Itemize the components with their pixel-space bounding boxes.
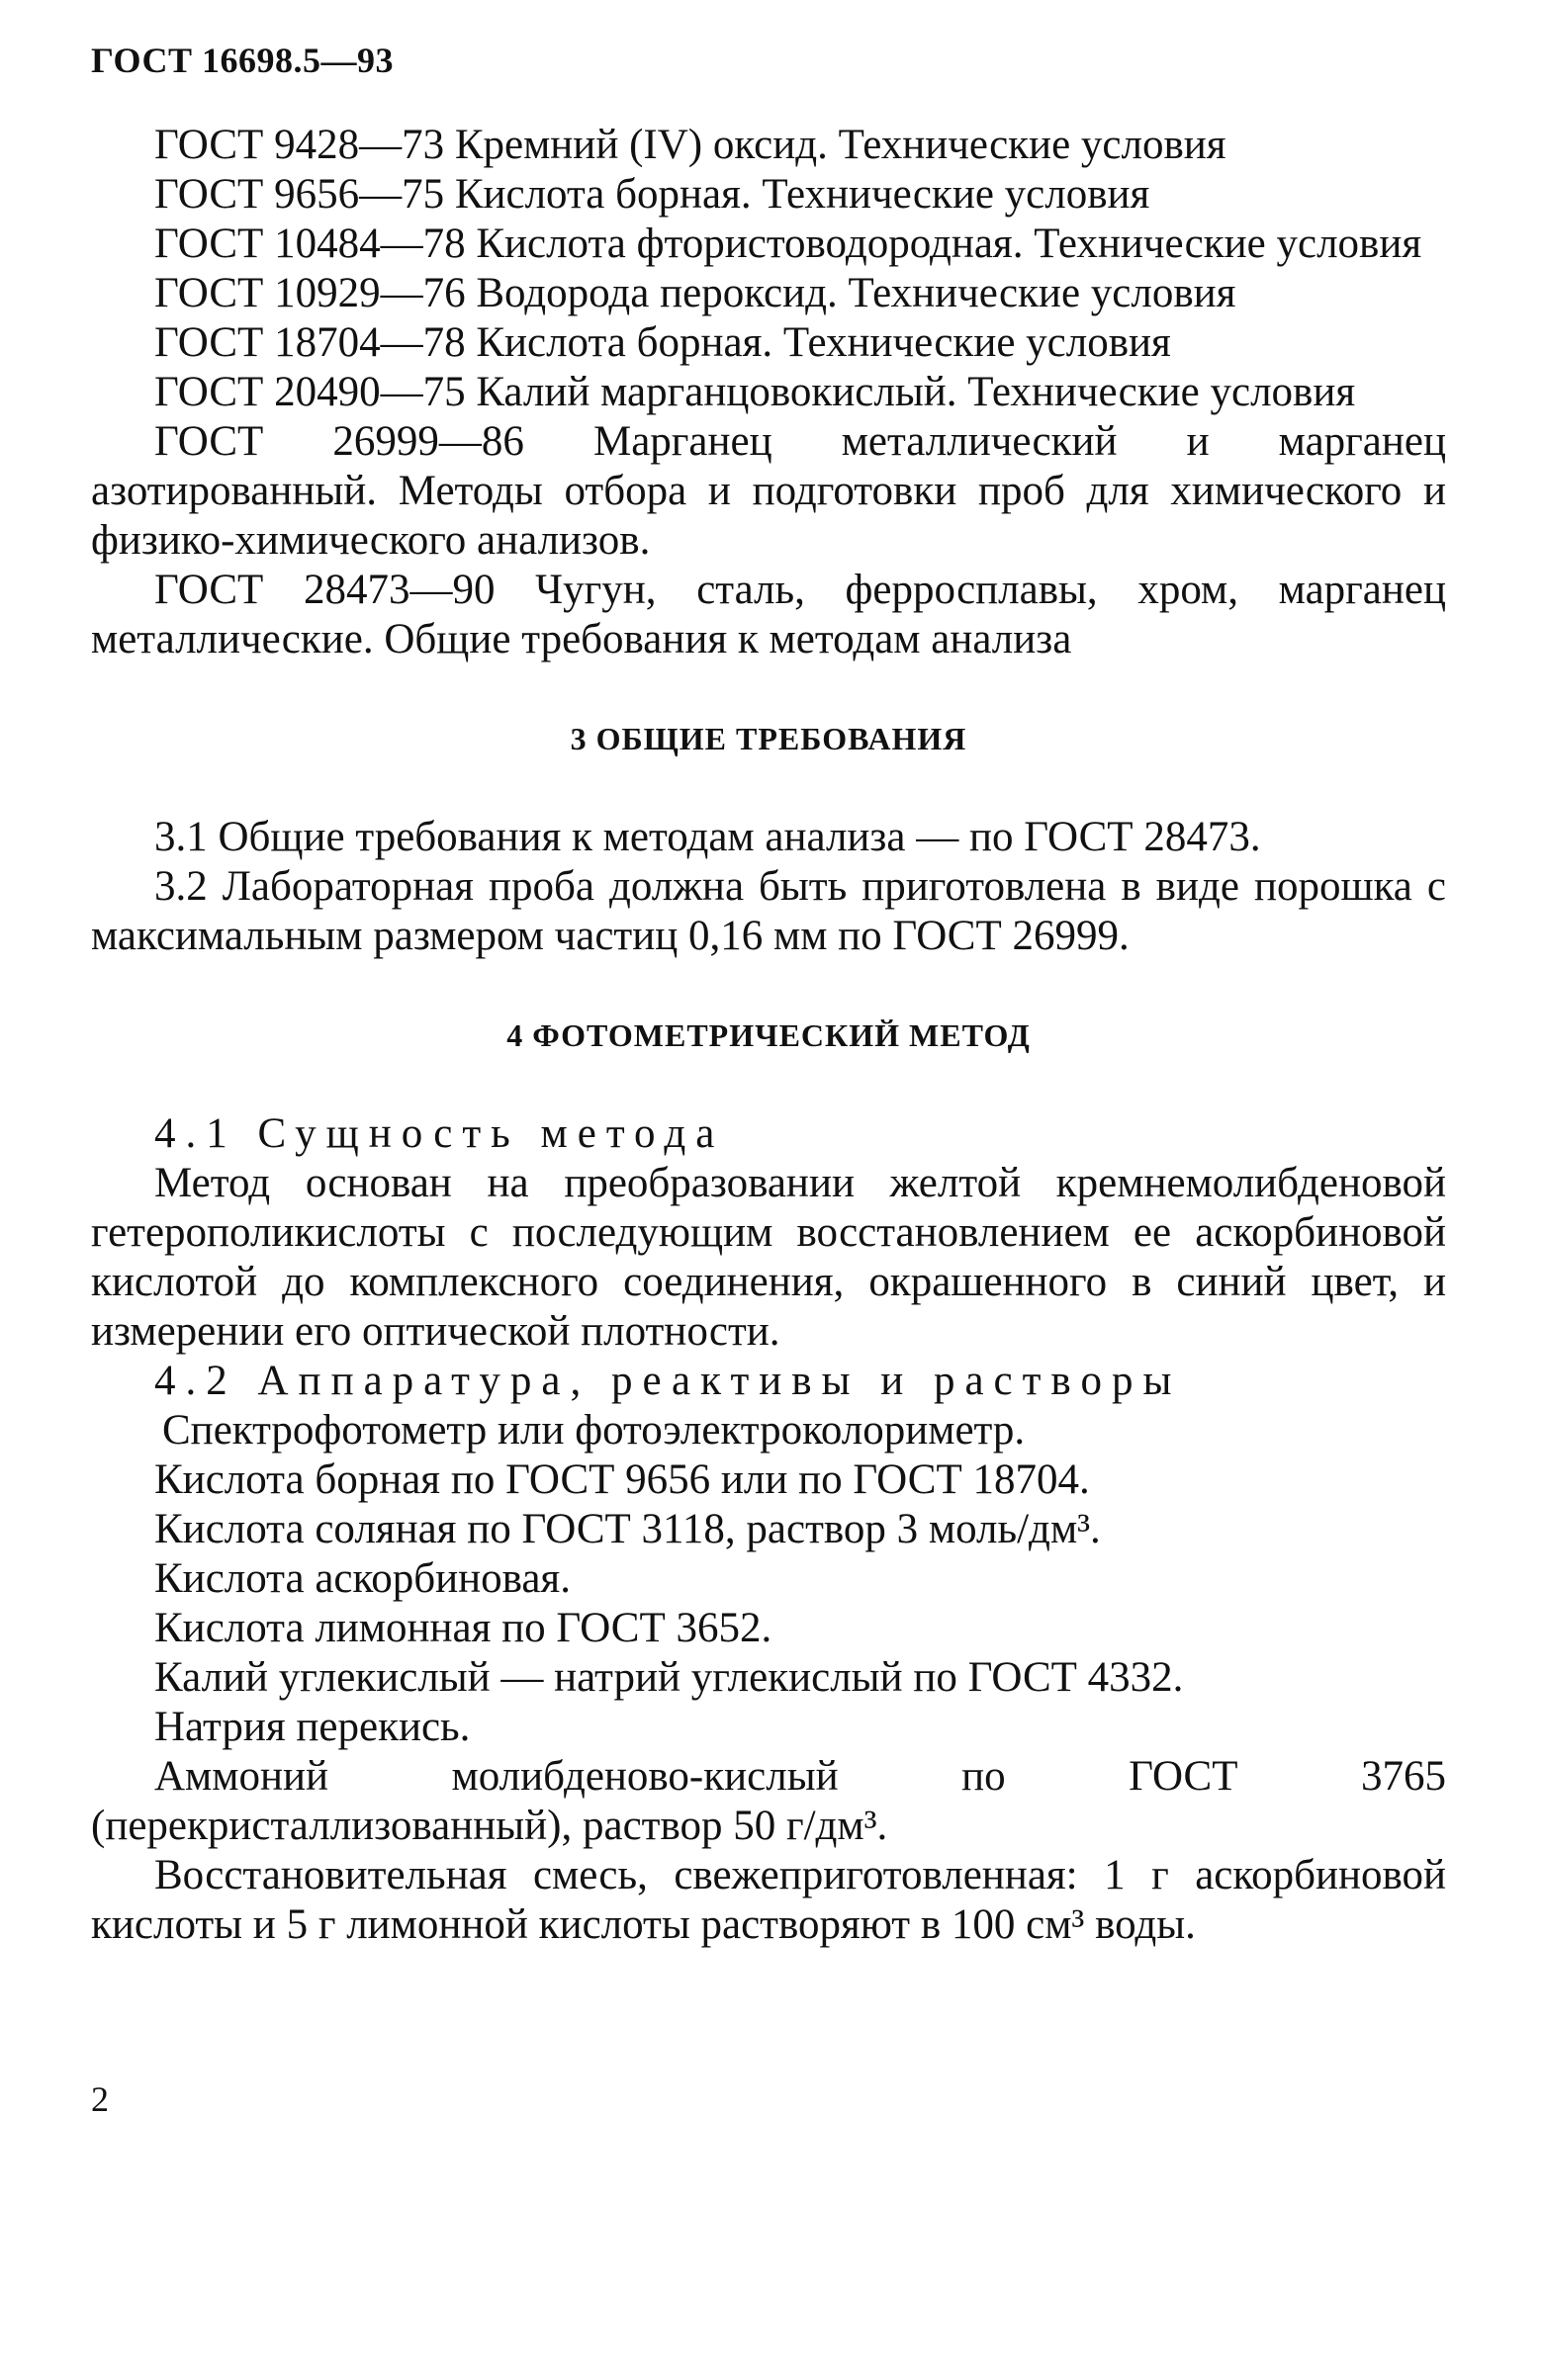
reference-item: ГОСТ 10484—78 Кислота фтористоводородная. Технические условия — [154, 220, 1422, 267]
reagent-item: Кислота аскорбиновая. — [154, 1555, 571, 1602]
reference-item: ГОСТ 28473—90 Чугун, сталь, ферросплавы, хром, марганец металлические. Общие требования к методам анализа — [91, 567, 1446, 662]
reference-item: ГОСТ 26999—86 Марганец металлический и марганец азотированный. Методы отбора и подготовки проб для химического и физико-химического анализов. — [91, 418, 1446, 564]
page-number: 2 — [91, 2079, 109, 2119]
reference-item: ГОСТ 20490—75 Калий марганцовокислый. Технические условия — [154, 369, 1356, 415]
reference-item: ГОСТ 18704—78 Кислота борная. Технические условия — [154, 319, 1171, 366]
reference-item: ГОСТ 10929—76 Водорода пероксид. Технические условия — [154, 270, 1236, 316]
reagent-item: Кислота борная по ГОСТ 9656 или по ГОСТ 18704. — [154, 1456, 1090, 1503]
reference-item: ГОСТ 9656—75 Кислота борная. Технические условия — [154, 171, 1150, 218]
reagent-item: Восстановительная смесь, свежеприготовленная: 1 г аскорбиновой кислоты и 5 г лимонной кислоты растворяют в 100 см³ воды. — [91, 1852, 1446, 1948]
reagent-item: Кислота лимонная по ГОСТ 3652. — [154, 1605, 772, 1651]
subsection-4-2-title: 4.2 Аппаратура, реактивы и растворы — [154, 1358, 1182, 1404]
subsection-4-1-title: 4.1 Сущность метода — [154, 1110, 725, 1157]
paragraph-4-1: Метод основан на преобразовании желтой кремнемолибденовой гетерополикислоты с последующим восстановлением ее аскорбиновой кислотой до комплексного соединения, окрашенного в синий цвет, и измерении его оптической плотности. — [91, 1160, 1446, 1355]
reference-item: ГОСТ 9428—73 Кремний (IV) оксид. Технические условия — [154, 122, 1226, 168]
paragraph-3-2: 3.2 Лабораторная проба должна быть приготовлена в виде порошка с максимальным размером частиц 0,16 мм по ГОСТ 26999. — [91, 863, 1446, 959]
reagent-item: Аммоний молибденово-кислый по ГОСТ 3765 (перекристаллизованный), раствор 50 г/дм³. — [91, 1753, 1446, 1849]
section-4-title: 4 ФОТОМЕТРИЧЕСКИЙ МЕТОД — [506, 1017, 1031, 1053]
reagent-item: Натрия перекись. — [154, 1704, 471, 1750]
references-list — [91, 121, 1446, 664]
equipment-item: Спектрофотометр или фотоэлектроколориметр. — [162, 1407, 1026, 1454]
reagent-item: Калий углекислый — натрий углекислый по ГОСТ 4332. — [154, 1654, 1184, 1701]
reagent-item: Кислота соляная по ГОСТ 3118, раствор 3 моль/дм³. — [154, 1506, 1101, 1552]
document-body — [91, 121, 1446, 1950]
section-3-title: 3 ОБЩИЕ ТРЕБОВАНИЯ — [570, 721, 967, 756]
paragraph-3-1: 3.1 Общие требования к методам анализа — по ГОСТ 28473. — [154, 814, 1261, 860]
document-header: ГОСТ 16698.5—93 — [91, 41, 394, 80]
